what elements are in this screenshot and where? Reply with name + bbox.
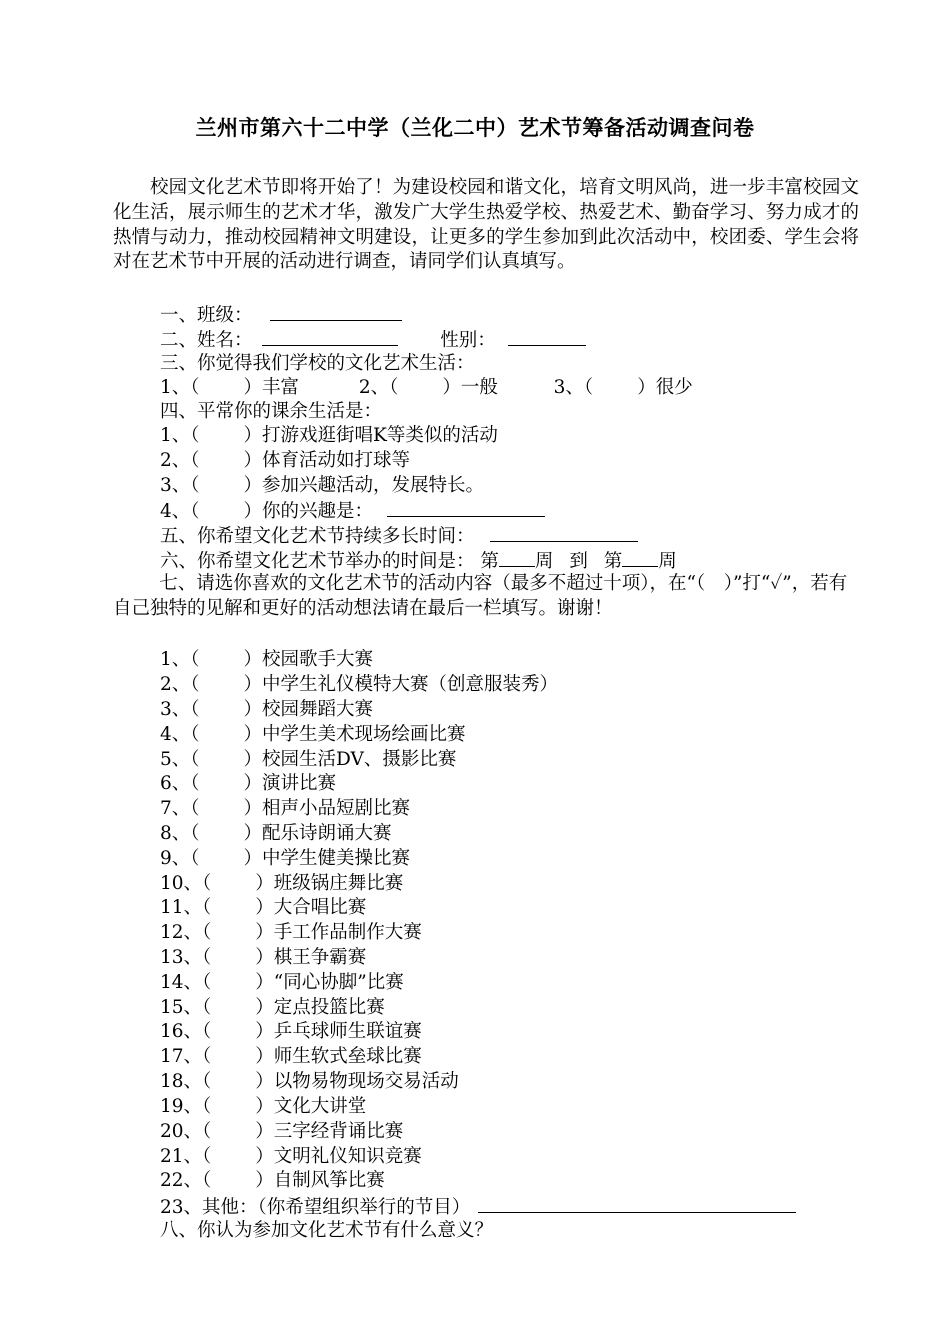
q7-option[interactable]: 21、（ ）文明礼仪知识竞赛 — [160, 1146, 422, 1167]
q7-other — [160, 1194, 796, 1220]
q7-option[interactable]: 5、（ ）校园生活DV、摄影比赛 — [160, 749, 457, 770]
q3-label: 三、你觉得我们学校的文化艺术生活： — [160, 353, 475, 374]
q3-option[interactable]: 1、（ ）丰富 — [160, 377, 300, 398]
q7-option[interactable]: 19、（ ）文化大讲堂 — [160, 1096, 367, 1117]
q6-time — [160, 548, 677, 574]
q7-option[interactable]: 17、（ ）师生软式垒球比赛 — [160, 1046, 422, 1067]
q7-option[interactable]: 6、（ ）演讲比赛 — [160, 773, 337, 794]
q7-option[interactable]: 12、（ ）手工作品制作大赛 — [160, 922, 422, 943]
name-blank[interactable] — [262, 327, 398, 346]
q7-option[interactable]: 16、（ ）乒乓球师生联谊赛 — [160, 1021, 422, 1042]
page-title: 兰州市第六十二中学（兰化二中）艺术节筹备活动调查问卷 — [195, 116, 755, 140]
other-blank[interactable] — [478, 1194, 796, 1213]
to-word: 到 — [569, 551, 588, 572]
q1-class — [160, 302, 402, 328]
start-week-blank[interactable] — [499, 548, 535, 567]
q2-name — [160, 327, 586, 353]
week-word: 第 — [480, 551, 499, 572]
q3-option[interactable]: 3、（ ）很少 — [553, 377, 693, 398]
q7-label: 七、请选你喜欢的文化艺术节的活动内容（最多不超过十项），在“（ ）”打“✓”，若有自己独特的见解和更好的活动想法请在最后一栏填写。谢谢！ — [113, 573, 848, 619]
q7-option[interactable]: 3、（ ）校园舞蹈大赛 — [160, 699, 374, 720]
q7-option[interactable]: 14、（ ）“同心协脚”比赛 — [160, 972, 404, 993]
week-word: 周 — [658, 551, 677, 572]
q7-option[interactable]: 11、（ ）大合唱比赛 — [160, 897, 367, 918]
gender-label: 性别： — [440, 330, 496, 351]
q1-label: 一、班级： — [160, 305, 253, 326]
q4-label: 四、平常你的课余生活是： — [160, 401, 383, 422]
q3-options — [160, 376, 693, 400]
q4-option[interactable]: 3、（ ）参加兴趣活动，发展特长。 — [160, 475, 485, 496]
q7-option[interactable]: 7、（ ）相声小品短剧比赛 — [160, 798, 411, 819]
q4-option[interactable]: 1、（ ）打游戏逛街唱K等类似的活动 — [160, 425, 498, 446]
week-word: 周 — [534, 551, 554, 572]
q6-label: 六、你希望文化艺术节举办的时间是： — [160, 551, 475, 572]
intro-paragraph: 校园文化艺术节即将开始了！为建设校园和谐文化，培育文明风尚，进一步丰富校园文化生活，展示师生的艺术才华，激发广大学生热爱学校、热爱艺术、勤奋学习、努力成才的热情与动力，推动校园精神文明建设，让更多的学生参加到此次活动中，校团委、学生会将对在艺术节中开展的活动进行调查，请同学们认真填写。 — [113, 177, 859, 273]
q4-option[interactable]: 2、（ ）体育活动如打球等 — [160, 450, 411, 471]
q7-option[interactable]: 8、（ ）配乐诗朗诵大赛 — [160, 823, 392, 844]
interest-blank[interactable] — [387, 498, 545, 517]
q7-option[interactable]: 4、（ ）中学生美术现场绘画比赛 — [160, 724, 466, 745]
q7-option[interactable]: 10、（ ）班级锅庄舞比赛 — [160, 873, 404, 894]
q7-option[interactable]: 15、（ ）定点投篮比赛 — [160, 997, 385, 1018]
end-week-blank[interactable] — [622, 548, 658, 567]
q7-option[interactable]: 13、（ ）棋王争霸赛 — [160, 947, 367, 968]
q2-label: 二、姓名： — [160, 330, 253, 351]
q5-duration — [160, 523, 638, 549]
q7-option[interactable]: 18、（ ）以物易物现场交易活动 — [160, 1071, 459, 1092]
week-word: 第 — [603, 551, 623, 572]
q7-option[interactable]: 2、（ ）中学生礼仪模特大赛（创意服装秀） — [160, 674, 559, 695]
q4-option[interactable]: 4、（ ）你的兴趣是： — [160, 498, 545, 524]
duration-blank[interactable] — [490, 523, 638, 542]
gender-blank[interactable] — [508, 327, 586, 346]
q7-option[interactable]: 22、（ ）自制风筝比赛 — [160, 1170, 385, 1191]
q8-label: 八、你认为参加文化艺术节有什么意义？ — [160, 1220, 494, 1241]
class-blank[interactable] — [270, 302, 402, 321]
q3-option[interactable]: 2、（ ）一般 — [358, 377, 498, 398]
q7-option[interactable]: 20、（ ）三字经背诵比赛 — [160, 1121, 404, 1142]
q7-other-label: 23、其他：（你希望组织举行的节目） — [160, 1197, 471, 1218]
q7-option[interactable]: 9、（ ）中学生健美操比赛 — [160, 848, 411, 869]
q5-label: 五、你希望文化艺术节持续多长时间： — [160, 526, 475, 547]
q7-option[interactable]: 1、（ ）校园歌手大赛 — [160, 649, 374, 670]
